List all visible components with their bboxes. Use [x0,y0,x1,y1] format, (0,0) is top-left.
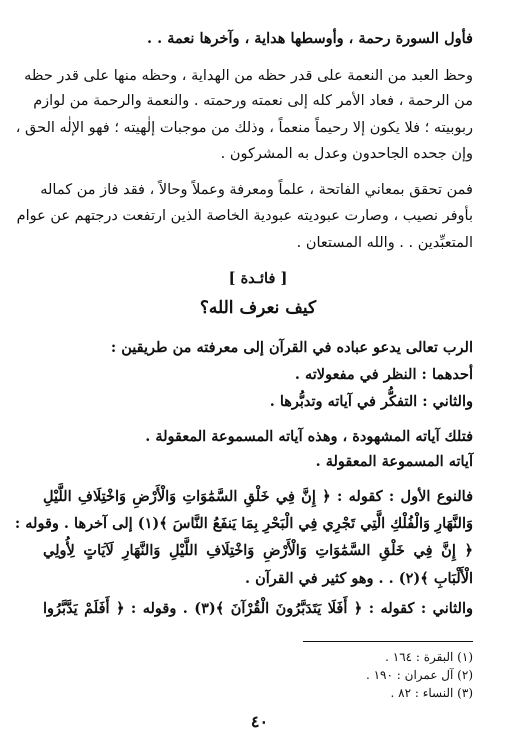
text-line: الرب تعالى يدعو عباده في القرآن إلى معرفته من طريقين : [110,339,473,356]
quran-line: وَالنَّهَارِ وَالْفُلْكِ الَّتِي تَجْرِي فِي الْبَحْرِ بِمَا يَنفَعُ النَّاسَ ﴾(١) إلى آخرها . وقوله : [14,515,473,532]
text-line: المتعبِّدين . . والله المستعان . [296,235,473,251]
footnote: (٢) آل عمران : ١٩٠ . [365,668,473,682]
text-line: وإن جحده الجاحدون وعدل به المشركون . [220,146,473,162]
text-line: وحظ العبد من النعمة على قدر حظه من الهداية ، وحظه منها على قدر حظه [24,68,473,84]
text-line: فتلك آياته المشهودة ، وهذه آياته المسموعة المعقولة . [145,428,473,445]
text-line: فمن تحقق بمعاني الفاتحة ، علماً ومعرفة وعملاً وحالاً ، فقد فاز من كماله [40,182,473,198]
quran-line: ﴿ إِنَّ فِي خَلْقِ السَّمَٰوَاتِ وَالْأَرْضِ وَاخْتِلَافِ اللَّيْلِ وَالنَّهَارِ لَآيَاتٍ لِأُولِي [43,542,473,559]
section-heading: كيف نعرف الله؟ [199,298,317,318]
text-line: فأول السورة رحمة ، وأوسطها هداية ، وآخرها نعمة . . [147,30,473,47]
quran-line: الْأَلْبَابِ ﴾(٢) . . وهو كثير في القرآن . [245,570,473,587]
footnote-separator [303,641,473,642]
quran-line: فالنوع الأول : كقوله : ﴿ إِنَّ فِي خَلْقِ السَّمَٰوَاتِ وَالْأَرْضِ وَاخْتِلَافِ اللَّيْلِ [43,488,473,505]
text-line: بأوفر نصيب ، وصارت عبوديته عبودية الخاصة الذين ارتفعت درجتهم عن عوام [16,208,473,224]
page-number: ٤٠ [250,712,269,731]
quran-line: والثاني : كقوله : ﴿ أَفَلَا يَتَدَبَّرُونَ الْقُرْآنَ ﴾(٣) . وقوله : ﴿ أَفَلَمْ يَدَّبَّرُوا [43,600,473,617]
text-line: أحدهما : النظر في مفعولاته . [294,366,473,383]
section-label: [ فائـدة ] [228,270,288,287]
text-line: من الرحمة ، فعاد الأمر كله إلى نعمته ورحمته . والنعمة والرحمة من لوازم [33,93,473,109]
text-line: والثاني : التفكُّر في آياته وتدبُّرها . [269,393,473,410]
text-line: آياته المسموعة المعقولة . [315,453,473,470]
footnote: (١) البقرة : ١٦٤ . [385,650,473,664]
text-line: ربوبيته ؛ فلا يكون إلا رحيماً منعماً ، وذلك من موجبات إلٰهيته ؛ فهو الإلٰه الحق ، [15,120,473,136]
footnote: (٣) النساء : ٨٢ . [390,686,473,700]
